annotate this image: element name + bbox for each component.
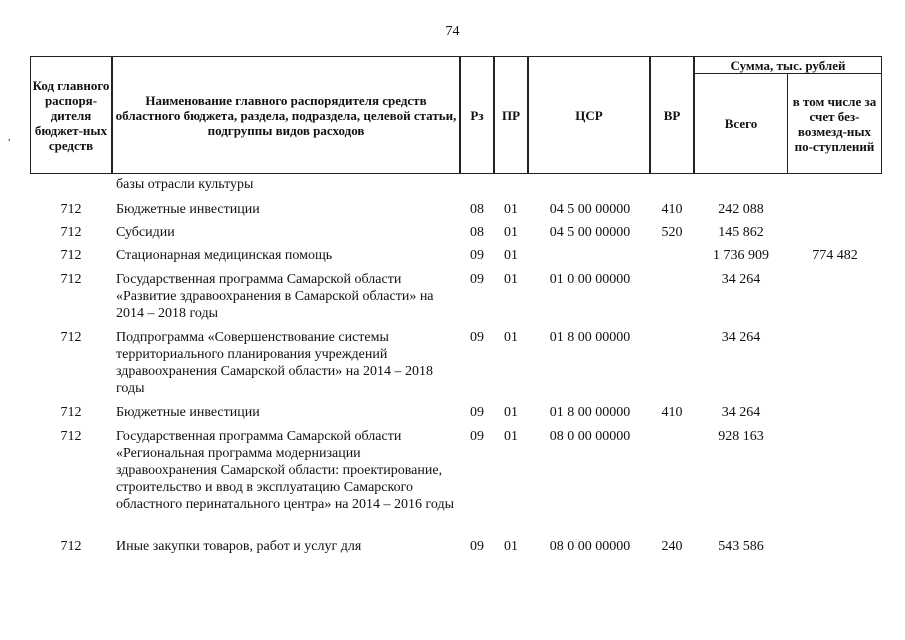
header-vr: ВР bbox=[650, 56, 694, 174]
table-header bbox=[30, 56, 882, 174]
header-incl: в том числе за счет без-возмезд-ных по-ступлений bbox=[787, 73, 882, 174]
header-total: Всего bbox=[694, 73, 788, 174]
header-code: Код главного распоря-дителя бюджет-ных средств bbox=[30, 56, 112, 174]
header-rz: Рз bbox=[460, 56, 494, 174]
margin-mark: , bbox=[8, 132, 11, 143]
header-csr: ЦСР bbox=[528, 56, 650, 174]
header-pr: ПР bbox=[494, 56, 528, 174]
header-sum: Сумма, тыс. рублей bbox=[694, 56, 882, 74]
header-name: Наименование главного распорядителя средств областного бюджета, раздела, подраздела, целевой статьи, подгруппы видов расходов bbox=[112, 56, 460, 174]
page-number: 74 bbox=[445, 24, 460, 39]
